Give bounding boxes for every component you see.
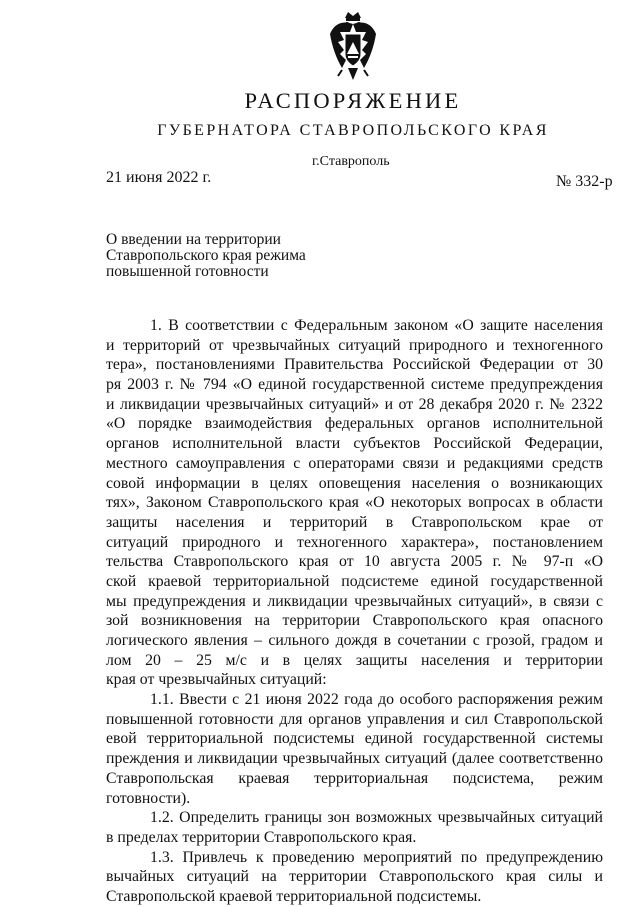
document-date: 21 июня 2022 г. [106,169,212,186]
subject-line: О введении на территории [106,231,281,248]
body-line: и ликвидации чрезвычайных ситуаций» и от 28 декабря 2020 г. № 2322 [106,395,603,413]
body-line: 1.1. Ввести с 21 июня 2022 года до особого распоряжения режим [150,691,603,709]
body-line: тера», постановлениями Правительства Российской Федерации от 30 [106,356,603,374]
body-line: совой информации в целях оповещения населения о возникающих [106,474,603,492]
body-line: ситуаций природного и техногенного характера», постановлением [106,533,603,551]
body-line: 1.2. Определить границы зон возможных чрезвычайных ситуаций [150,809,603,827]
city-label: г.Ставрополь [312,154,390,169]
body-line: Ставропольской краевой территориальной подсистемы. [106,887,482,905]
body-line: повышенной готовности для органов управления и сил Ставропольской [106,710,603,728]
body-line: ря 2003 г. № 794 «О единой государственной системе предупреждения [106,376,603,394]
document-number: № 332-р [556,173,613,190]
coat-of-arms-icon [328,10,378,84]
body-line: защиты населения и территорий в Ставропольском крае от [106,513,603,531]
subject-line: Ставропольского края режима [106,247,306,264]
body-line: 1.3. Привлечь к проведению мероприятий по предупреждению [150,848,603,866]
body-line: евой территориальной подсистемы единой государственной системы [106,730,603,748]
body-line: готовности). [106,789,191,807]
body-line: логического явления – сильного дождя в сочетании с грозой, градом и [106,632,603,649]
body-line: тельства Ставропольского края от 10 августа 2005 г. № 97-п «О [106,553,603,571]
body-line: «О порядке взаимодействия федеральных органов исполнительной [106,415,603,433]
body-line: мы предупреждения и ликвидации чрезвычайных ситуаций», в связи с [106,592,603,610]
document-subtitle: ГУБЕРНАТОРА СТАВРОПОЛЬСКОГО КРАЯ [157,122,549,139]
body-line: края от чрезвычайных ситуаций: [106,671,327,689]
body-line: тях», Законом Ставропольского края «О некоторых вопросах в области [106,494,603,512]
body-line: и территорий от чрезвычайных ситуаций природного и техногенного [106,336,603,354]
body-line: ской краевой территориальной подсистеме единой государственной [106,572,603,590]
body-line: преждения и ликвидации чрезвычайных ситуаций (далее соответственно [106,750,603,768]
body-line: Ставропольская краевая территориальная подсистема, режим [106,769,603,787]
body-line: лом 20 – 25 м/с и в целях защиты населения и территории [106,651,603,669]
body-line: местного самоуправления с операторами связи и редакциями средств [106,454,603,472]
document-title: РАСПОРЯЖЕНИЕ [244,88,462,113]
body-line: 1. В соответствии с Федеральным законом «О защите населения [150,317,603,334]
document-subject [106,232,306,280]
body-line: в пределах территории Ставропольского края. [106,828,417,846]
body-line: органов исполнительной власти субъектов Российской Федерации, [106,435,603,453]
body-line: вычайных ситуаций на территории Ставропольского края силы и [106,868,603,886]
body-line: зой возникновения на территории Ставропольского края опасного [106,612,603,630]
document-body [106,316,603,907]
subject-line: повышенной готовности [106,263,269,280]
